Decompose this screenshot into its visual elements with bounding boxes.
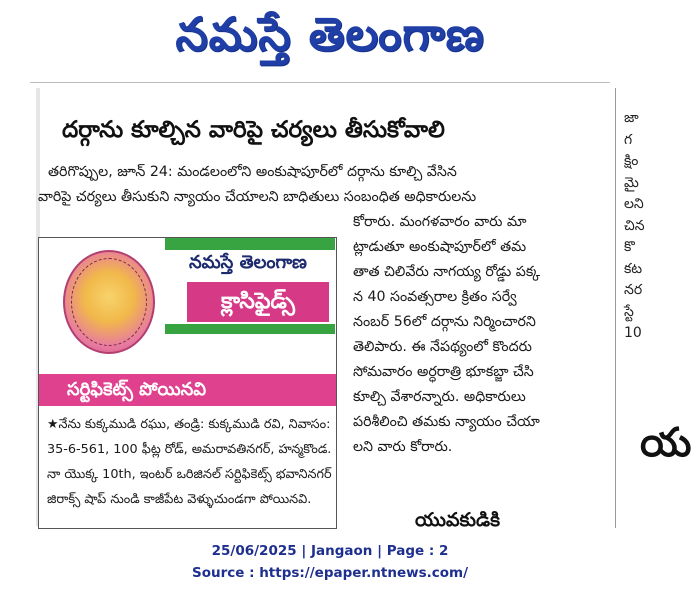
next-article-headline: యువకుడికి	[415, 509, 500, 531]
logo-ring	[71, 258, 147, 346]
side-line: జా	[624, 110, 639, 126]
ad-category-tag: సర్టిఫికెట్స్ పోయినవి	[39, 374, 336, 406]
side-line: మై	[624, 174, 639, 191]
ad-body	[47, 412, 332, 512]
article-line: కూల్చి వేశారన్నారు. అధికారులు	[353, 389, 526, 405]
side-line: కొ	[624, 239, 635, 255]
ad-line: జిరాక్స్ షాప్ నుండి కాజీపేట వెళ్ళుచుండగా పోయినవి.	[47, 492, 312, 507]
classified-ad	[38, 237, 337, 529]
article-right-column	[353, 210, 608, 460]
side-line: లని	[624, 196, 644, 212]
ad-brand-sub: క్లాసిఫైడ్స్	[187, 282, 329, 322]
side-line: క్షిం	[624, 153, 639, 169]
article-line: పరిశీలించి తమకు న్యాయం చేయా	[353, 414, 540, 430]
source-link[interactable]: Source : https://epaper.ntnews.com/	[191, 565, 469, 581]
article-line: లని వారు కోరారు.	[353, 439, 453, 455]
ad-line: నా యొక్క 10th, ఇంటర్ ఒరిజినల్ సర్టిఫికెట్స్ భవానినగర్	[47, 467, 332, 482]
classifieds-logo	[63, 250, 155, 354]
ad-accent-bar	[165, 238, 335, 250]
article-headline: దర్గాను కూల్చిన వారిపై చర్యలు తీసుకోవాలి	[62, 117, 445, 143]
article-line: ట్లాడుతూ అంకుషాపూర్‌లో తమ	[353, 239, 527, 255]
top-divider	[30, 82, 610, 83]
article-line: తాత చిలివేరు నాగయ్య రోడ్డు పక్క	[353, 264, 541, 280]
article-line: సోమవారం అర్ధరాత్రి భూకబ్జా చేసి	[353, 364, 534, 380]
article-line: కోరారు. మంగళవారం వారు మా	[353, 214, 527, 230]
adjacent-column	[624, 108, 660, 345]
side-line: గ	[624, 131, 633, 148]
ad-accent-bar	[165, 324, 335, 334]
side-line: 10	[624, 325, 642, 341]
ad-brand: నమస్తే తెలంగాణ	[189, 252, 307, 273]
side-line: నర	[624, 282, 643, 298]
article-line: తరిగొప్పుల, జూన్ 24: మండలంలోని అంకుషాపూర్‌లో దర్గాను కూల్చి వేసిన	[48, 164, 457, 180]
article-line: వారిపై చర్యలు తీసుకుని న్యాయం చేయాలని బాధితులు సంబంధిత అధికారులను	[38, 189, 477, 205]
article-line: తెలిపారు. ఈ నేపథ్యంలో కొందరు	[353, 339, 532, 355]
side-line: చిన	[624, 217, 645, 234]
side-line: స్టే	[624, 303, 634, 320]
article-line: నంబర్ 56లో దర్గాను నిర్మించారని	[353, 314, 536, 330]
ad-line: ★నేను కుక్కముడి రఘు, తండ్రి: కుక్కముడి రవి, నివాసం:	[47, 417, 331, 432]
masthead	[0, 0, 660, 72]
side-line: కట	[624, 260, 643, 277]
column-divider	[615, 88, 616, 528]
ad-line: 35-6-561, 100 ఫీట్ల రోడ్, అమరావతినగర్, హన్మకొండ.	[47, 442, 332, 457]
edition-info: 25/06/2025 | Jangaon | Page : 2	[211, 543, 449, 559]
page-footer	[0, 540, 660, 584]
side-headline-fragment: య	[640, 420, 691, 466]
newspaper-logo: నమస్తే తెలంగాణ	[175, 7, 485, 61]
article-line: న 40 సంవత్సరాల క్రితం సర్వే	[353, 289, 517, 305]
